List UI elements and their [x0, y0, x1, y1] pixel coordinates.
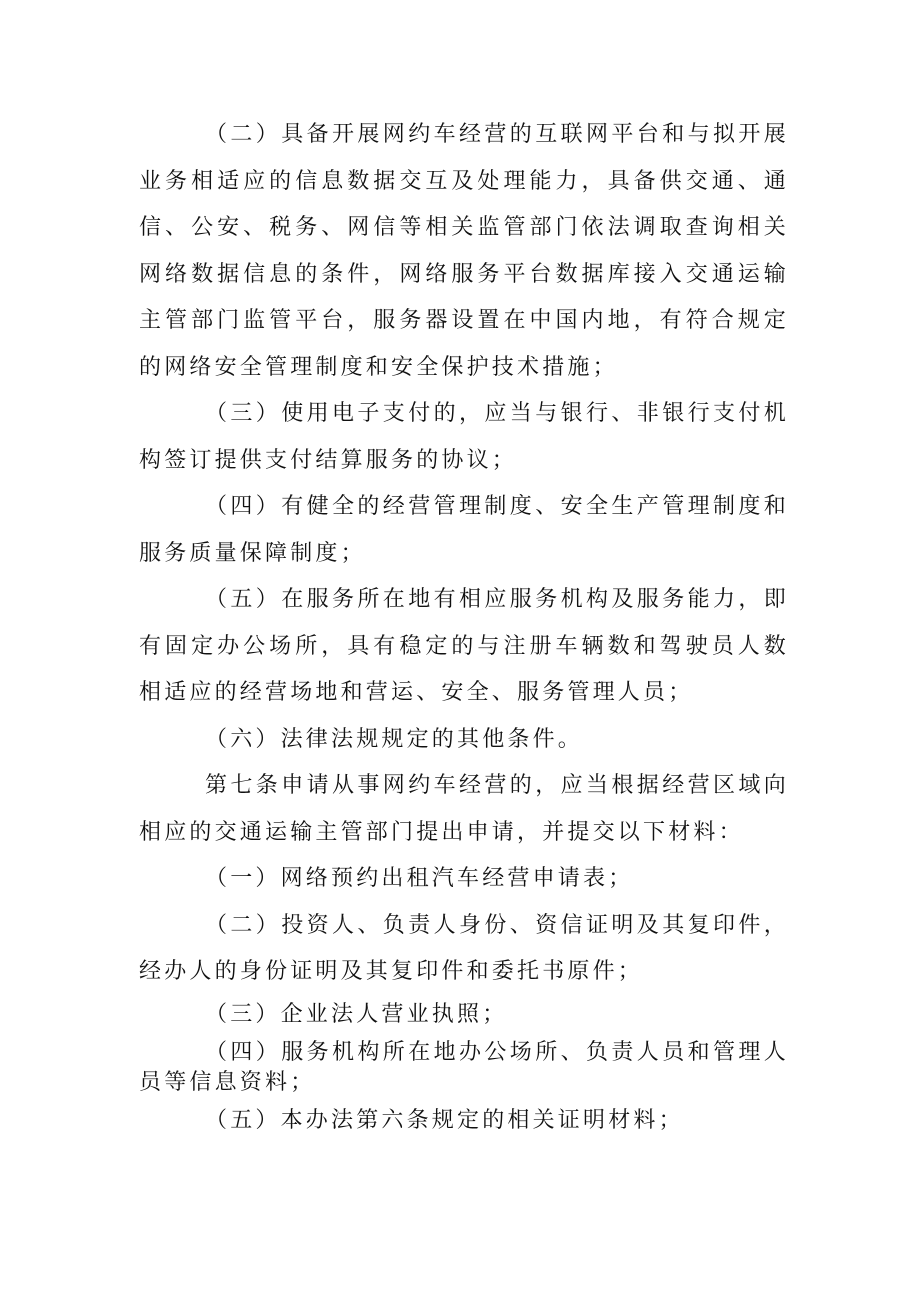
material-item-2: （二）投资人、负责人身份、资信证明及其复印件，经办人的身份证明及其复印件和委托书原件；: [139, 912, 789, 984]
material-item-1: （一）网络预约出租汽车经营申请表；: [205, 866, 634, 891]
paragraph-item-4: （四）有健全的经营管理制度、安全生产管理制度和服务质量保障制度；: [139, 494, 789, 566]
article-7-paragraph: 第七条申请从事网约车经营的，应当根据经营区域向相应的交通运输主管部门提出申请，并提交以下材料：: [139, 773, 789, 845]
paragraph-item-3: （三）使用电子支付的，应当与银行、非银行支付机构签订提供支付结算服务的协议；: [139, 401, 789, 473]
material-item-3: （三）企业法人营业执照；: [205, 1001, 508, 1027]
material-item-5: （五）本办法第六条规定的相关证明材料；: [205, 1107, 684, 1133]
paragraph-item-6: （六）法律法规规定的其他条件。: [205, 726, 584, 752]
material-item-4: （四）服务机构所在地办公场所、负责人员和管理人员等信息资料；: [139, 1039, 789, 1095]
paragraph-item-5: （五）在服务所在地有相应服务机构及服务能力，即有固定办公场所，具有稳定的与注册车辆数和驾驶员人数相适应的经营场地和营运、安全、服务管理人员；: [139, 587, 789, 705]
document-body: [139, 112, 789, 1144]
paragraph-item-2: （二）具备开展网约车经营的互联网平台和与拟开展业务相适应的信息数据交互及处理能力，具备供交通、通信、公安、税务、网信等相关监管部门依法调取查询相关网络数据信息的条件，网络服务平台数据库接入交通运输主管部门监管平台，服务器设置在中国内地，有符合规定的网络安全管理制度和安全保护技术措施；: [139, 122, 789, 380]
